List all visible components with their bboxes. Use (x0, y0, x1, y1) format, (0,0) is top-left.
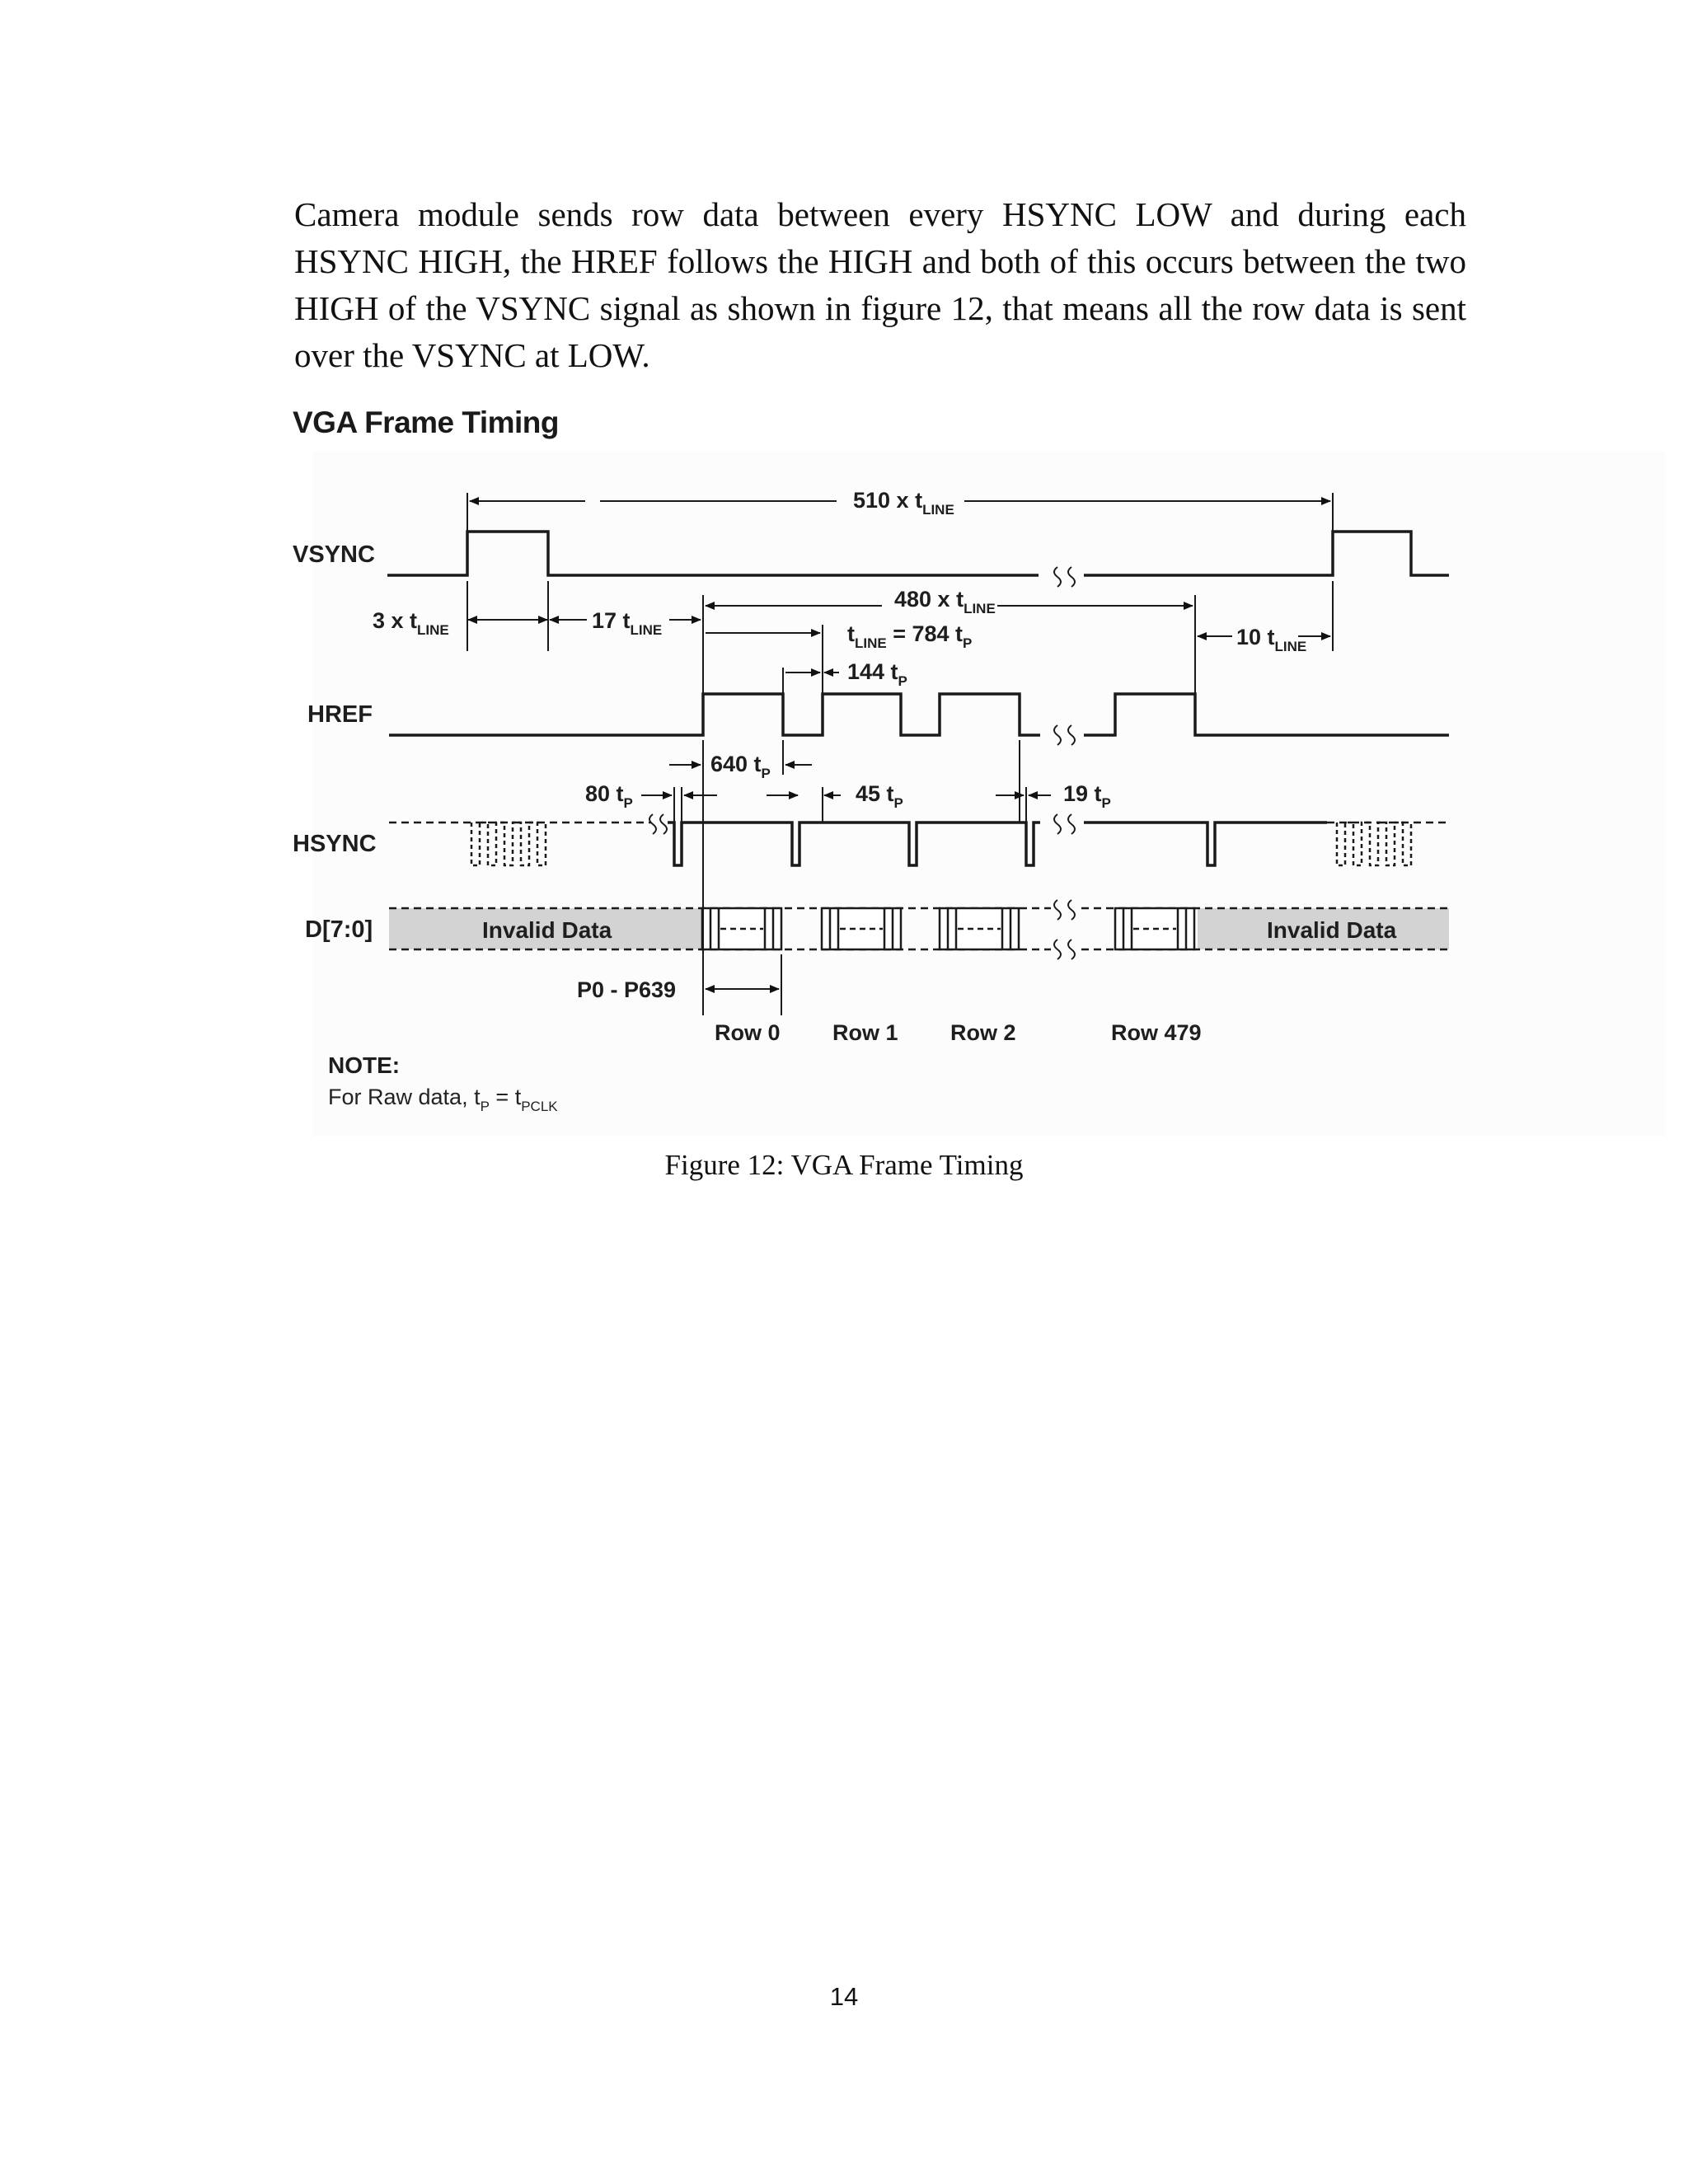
figure-title: VGA Frame Timing (293, 405, 560, 439)
vsync-label: VSYNC (293, 541, 375, 568)
invalid-data-left: Invalid Data (482, 917, 612, 943)
note-heading: NOTE: (328, 1052, 401, 1078)
hsync-label: HSYNC (293, 831, 377, 857)
row-label-1: Row 1 (832, 1020, 898, 1045)
data-bus-label: D[7:0] (305, 916, 373, 943)
dim-tline-784-tp: $t_{LINE} = 784$ $t_P$ (847, 621, 973, 651)
figure-caption: Figure 12: VGA Frame Timing (664, 1149, 1024, 1181)
row-label-0: Row 0 (715, 1020, 781, 1045)
dim-640-tp: 640 $t_P$ (710, 752, 771, 781)
dim-510-tline: 510 x $t_{LINE}$ (853, 488, 954, 518)
note-text: For Raw data, $t_P = t_{PCLK}$ (328, 1085, 558, 1114)
dim-pixels: P0 - P639 (577, 977, 677, 1002)
dim-80-tp: 80 $t_P$ (585, 781, 633, 811)
row-label-479: Row 479 (1111, 1020, 1202, 1045)
dim-19-tp: 19 $t_P$ (1063, 781, 1111, 811)
invalid-data-right: Invalid Data (1267, 917, 1397, 943)
dim-480-tline: 480 x $t_{LINE}$ (894, 587, 996, 616)
body-paragraph: Camera module sends row data between every HSYNC LOW and during each HSYNC HIGH, the HREF follows the HIGH and both of this occurs between the two HIGH of the VSYNC signal as shown in figure 12, that means all the row data is sent over the VSYNC at LOW. (294, 195, 1466, 374)
dim-17-tline: 17 $t_{LINE}$ (592, 608, 663, 638)
dim-3-tline: 3 x $t_{LINE}$ (373, 608, 449, 638)
href-label: HREF (307, 701, 373, 728)
dim-10-tline: 10 $t_{LINE}$ (1236, 625, 1307, 654)
dim-45-tp: 45 $t_P$ (856, 781, 903, 811)
dim-144-tp: 144 $t_P$ (847, 659, 907, 689)
page-number: 14 (829, 1982, 859, 2011)
row-label-2: Row 2 (950, 1020, 1016, 1045)
